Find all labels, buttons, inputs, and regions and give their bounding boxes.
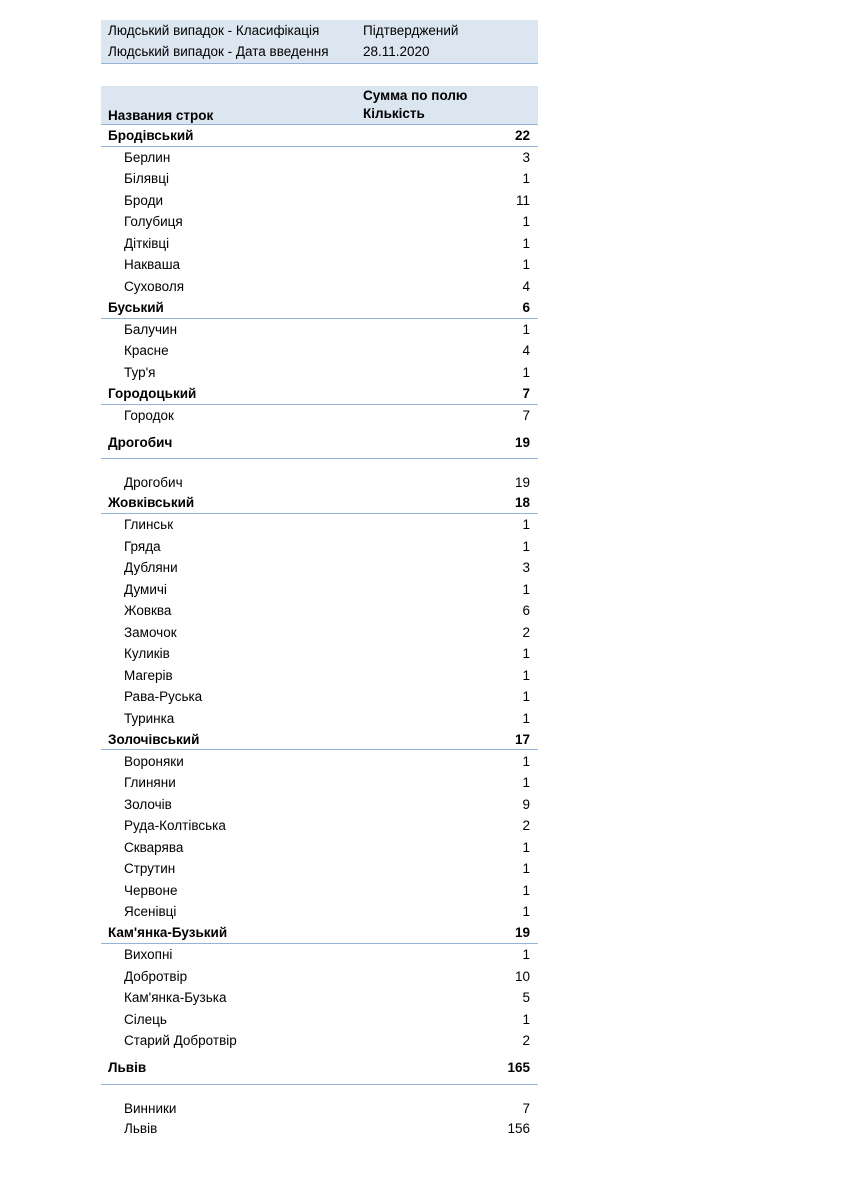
item-label: Магерів xyxy=(124,667,173,683)
filter-value[interactable]: Підтверджений xyxy=(363,23,459,38)
item-row[interactable] xyxy=(101,664,538,686)
item-label: Глинськ xyxy=(124,517,174,533)
group-total: 7 xyxy=(522,385,530,401)
item-value: 1 xyxy=(522,839,530,855)
item-row[interactable] xyxy=(101,1118,538,1140)
item-row[interactable] xyxy=(101,557,538,579)
item-label: Броди xyxy=(124,192,163,208)
item-value: 1 xyxy=(522,646,530,662)
item-row[interactable] xyxy=(101,901,538,923)
item-value: 1 xyxy=(522,861,530,877)
item-row[interactable] xyxy=(101,362,538,384)
item-label: Туринка xyxy=(124,710,175,726)
row-labels-header[interactable]: Названия строк xyxy=(108,108,214,123)
item-label: Білявці xyxy=(124,171,169,187)
item-label: Рава-Руська xyxy=(124,689,203,705)
filter-key: Людський випадок - Класифікація xyxy=(108,23,320,38)
item-value: 1 xyxy=(522,364,530,380)
item-value: 3 xyxy=(522,149,530,165)
item-label: Руда-Колтівська xyxy=(124,818,226,834)
group-total: 18 xyxy=(514,495,530,511)
item-value: 7 xyxy=(522,408,530,424)
item-value: 1 xyxy=(522,321,530,337)
item-value: 1 xyxy=(522,1011,530,1027)
item-value: 19 xyxy=(514,475,530,491)
item-value: 2 xyxy=(522,624,530,640)
item-label: Скварява xyxy=(124,839,184,855)
item-row[interactable] xyxy=(101,459,538,492)
item-row[interactable] xyxy=(101,686,538,708)
item-value: 10 xyxy=(514,968,530,984)
item-label: Суховоля xyxy=(124,278,185,294)
item-label: Струтин xyxy=(124,861,176,877)
item-value: 5 xyxy=(522,990,530,1006)
item-row[interactable] xyxy=(101,319,538,341)
group-row[interactable] xyxy=(101,426,538,459)
item-value: 1 xyxy=(522,257,530,273)
group-label: Бродівський xyxy=(108,127,194,143)
item-row[interactable] xyxy=(101,1009,538,1031)
group-total: 165 xyxy=(507,1060,530,1076)
item-value: 11 xyxy=(515,192,530,208)
item-row[interactable] xyxy=(101,340,538,362)
item-value: 1 xyxy=(522,171,530,187)
item-label: Дітківці xyxy=(124,235,170,251)
item-value: 1 xyxy=(522,538,530,554)
item-value: 1 xyxy=(522,667,530,683)
item-row[interactable] xyxy=(101,987,538,1009)
item-row[interactable] xyxy=(101,578,538,600)
item-value: 2 xyxy=(522,1033,530,1049)
item-row[interactable] xyxy=(101,879,538,901)
pivot-table xyxy=(101,20,538,1139)
value-field-header xyxy=(363,86,538,124)
filter-key: Людський випадок - Дата введення xyxy=(108,44,329,59)
item-row[interactable] xyxy=(101,858,538,880)
group-row[interactable] xyxy=(101,492,538,514)
value-header-line2: Кількість xyxy=(363,106,425,121)
item-value: 6 xyxy=(522,603,530,619)
item-value: 1 xyxy=(522,689,530,705)
group-label: Золочівський xyxy=(108,731,200,747)
group-label: Городоцький xyxy=(108,385,197,401)
item-label: Старий Добротвір xyxy=(124,1033,237,1049)
item-label: Золочів xyxy=(124,796,172,812)
item-value: 1 xyxy=(522,710,530,726)
item-value: 2 xyxy=(522,818,530,834)
group-row[interactable] xyxy=(101,297,538,319)
pivot-header xyxy=(101,86,538,125)
group-total: 17 xyxy=(514,731,530,747)
item-label: Добротвір xyxy=(124,968,188,984)
group-row[interactable] xyxy=(101,729,538,751)
item-row[interactable] xyxy=(101,1030,538,1052)
group-row[interactable] xyxy=(101,125,538,147)
item-label: Красне xyxy=(124,343,169,359)
item-value: 3 xyxy=(522,560,530,576)
group-row[interactable] xyxy=(101,383,538,405)
item-row[interactable] xyxy=(101,772,538,794)
item-row[interactable] xyxy=(101,254,538,276)
filter-row xyxy=(101,20,538,41)
item-label: Жовква xyxy=(124,603,172,619)
item-row[interactable] xyxy=(101,966,538,988)
item-row[interactable] xyxy=(101,233,538,255)
item-label: Дрогобич xyxy=(124,475,183,491)
item-row[interactable] xyxy=(101,535,538,557)
item-value: 1 xyxy=(522,517,530,533)
filter-row xyxy=(101,41,538,62)
item-row[interactable] xyxy=(101,405,538,427)
item-value: 1 xyxy=(522,904,530,920)
item-label: Накваша xyxy=(124,257,181,273)
pivot-rows xyxy=(101,125,538,1139)
item-label: Глиняни xyxy=(124,775,176,791)
item-value: 9 xyxy=(522,796,530,812)
item-value: 1 xyxy=(522,947,530,963)
item-label: Червоне xyxy=(124,882,178,898)
item-row[interactable] xyxy=(101,944,538,966)
item-label: Замочок xyxy=(124,624,177,640)
group-total: 22 xyxy=(514,127,530,143)
item-label: Ясенівці xyxy=(124,904,177,920)
item-label: Львів xyxy=(124,1120,158,1136)
item-label: Сілець xyxy=(124,1011,167,1027)
item-row[interactable] xyxy=(101,1085,538,1118)
item-row[interactable] xyxy=(101,815,538,837)
item-label: Дубляни xyxy=(124,560,178,576)
report-filters xyxy=(101,20,538,64)
item-row[interactable] xyxy=(101,276,538,298)
item-value: 1 xyxy=(522,753,530,769)
item-label: Думичі xyxy=(124,581,167,597)
group-total: 6 xyxy=(522,299,530,315)
item-label: Вороняки xyxy=(124,753,184,769)
item-label: Городок xyxy=(124,408,174,424)
item-label: Балучин xyxy=(124,321,178,337)
item-row[interactable] xyxy=(101,190,538,212)
item-label: Винники xyxy=(124,1100,177,1116)
group-row[interactable] xyxy=(101,1052,538,1085)
group-label: Дрогобич xyxy=(108,434,173,450)
item-row[interactable] xyxy=(101,621,538,643)
item-row[interactable] xyxy=(101,793,538,815)
item-value: 1 xyxy=(522,235,530,251)
item-label: Берлин xyxy=(124,149,171,165)
group-label: Буський xyxy=(108,299,164,315)
item-value: 1 xyxy=(522,775,530,791)
item-value: 7 xyxy=(522,1100,530,1116)
group-total: 19 xyxy=(514,434,530,450)
item-label: Гряда xyxy=(124,538,161,554)
item-value: 4 xyxy=(522,343,530,359)
item-label: Кам'янка-Бузька xyxy=(124,990,227,1006)
item-row[interactable] xyxy=(101,211,538,233)
item-row[interactable] xyxy=(101,147,538,169)
item-label: Куликів xyxy=(124,646,170,662)
group-label: Жовківський xyxy=(108,495,195,511)
item-label: Вихопні xyxy=(124,947,173,963)
item-value: 1 xyxy=(522,214,530,230)
item-row[interactable] xyxy=(101,168,538,190)
filter-value[interactable]: 28.11.2020 xyxy=(363,44,430,59)
item-value: 156 xyxy=(507,1120,530,1136)
item-row[interactable] xyxy=(101,600,538,622)
item-label: Тур'я xyxy=(124,364,156,380)
value-header-line1: Сумма по полю xyxy=(363,88,468,103)
item-row[interactable] xyxy=(101,643,538,665)
item-row[interactable] xyxy=(101,836,538,858)
item-row[interactable] xyxy=(101,514,538,536)
group-label: Львів xyxy=(108,1060,147,1076)
group-label: Кам'янка-Бузький xyxy=(108,925,228,941)
item-value: 1 xyxy=(522,581,530,597)
item-value: 1 xyxy=(522,882,530,898)
item-row[interactable] xyxy=(101,750,538,772)
item-value: 4 xyxy=(522,278,530,294)
group-total: 19 xyxy=(514,925,530,941)
item-label: Голубиця xyxy=(124,214,183,230)
group-row[interactable] xyxy=(101,922,538,944)
item-row[interactable] xyxy=(101,707,538,729)
